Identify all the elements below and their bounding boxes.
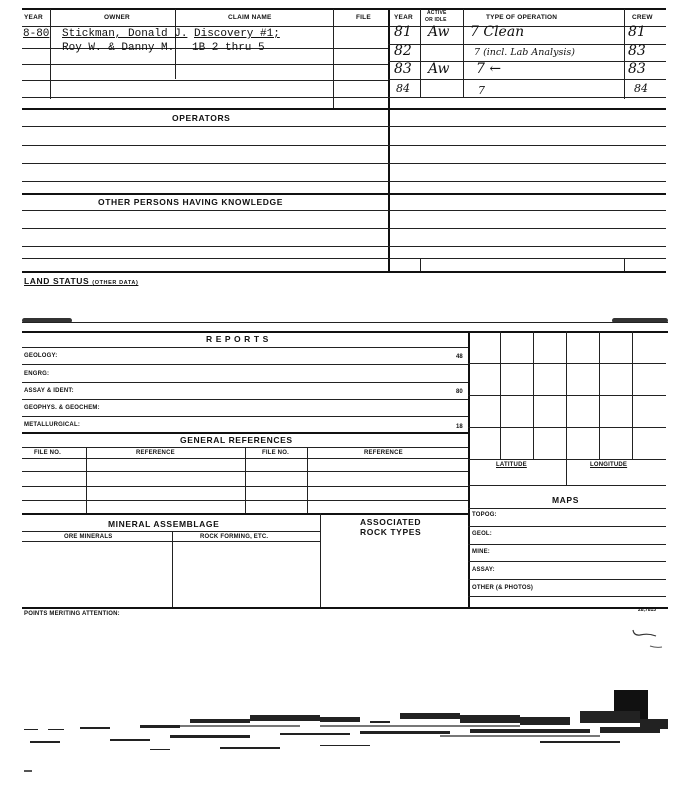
header-claim-name: CLAIM NAME xyxy=(228,14,272,21)
other-persons-row-line xyxy=(22,210,666,211)
grid-row xyxy=(468,427,666,428)
reports-heading-rule xyxy=(22,347,468,348)
map-item: TOPOG: xyxy=(472,512,497,518)
op-year: 82 xyxy=(394,43,412,59)
other-persons-heading: OTHER PERSONS HAVING KNOWLEDGE xyxy=(98,197,284,207)
op-year: 83 xyxy=(394,61,412,77)
report-row-line xyxy=(22,416,468,417)
op-type: 7 ← xyxy=(476,61,502,77)
ref-row-line xyxy=(22,486,468,487)
operators-row-line xyxy=(22,126,666,127)
header-year: YEAR xyxy=(24,14,43,21)
operators-row-line xyxy=(22,181,666,182)
mineral-col-divider xyxy=(320,513,321,607)
col-divider-year2 xyxy=(420,9,421,97)
op-type: 7 xyxy=(478,84,485,97)
header-type-of-operation: TYPE OF OPERATION xyxy=(486,14,558,21)
operators-row-line xyxy=(22,145,666,146)
latitude-label: LATITUDE xyxy=(496,462,527,468)
maps-heading: MAPS xyxy=(552,495,579,505)
ref-col-divider xyxy=(86,447,87,513)
op-row-line xyxy=(388,97,666,98)
col-divider-claim xyxy=(333,9,334,109)
report-number: 48 xyxy=(456,354,463,360)
report-label: ENGRG: xyxy=(24,371,50,377)
other-persons-row-line xyxy=(22,246,666,247)
latlong-bottom-rule xyxy=(468,485,666,486)
report-label: METALLURGICAL: xyxy=(24,422,81,428)
references-bottom-rule xyxy=(22,513,468,515)
op-row-line xyxy=(388,79,666,80)
op-status: Aw xyxy=(428,61,450,77)
op-year: 84 xyxy=(396,82,410,95)
operators-heading: OPERATORS xyxy=(172,113,231,123)
claim-line-2: 1B 2 thru 5 xyxy=(192,42,265,54)
small-divider xyxy=(624,258,625,271)
rock-types-label: ROCK TYPES xyxy=(360,527,422,537)
scan-speck xyxy=(24,770,32,772)
owner-entry-year: 8-80 xyxy=(23,28,50,40)
col-divider-crew xyxy=(624,9,625,99)
maps-row-line xyxy=(468,544,666,545)
latlong-divider xyxy=(566,459,567,485)
op-status: Aw xyxy=(428,24,450,40)
points-meriting-heading: POINTS MERITING ATTENTION: xyxy=(24,611,120,617)
rock-forming-header: ROCK FORMING, ETC. xyxy=(200,534,269,540)
longitude-label: LONGITUDE xyxy=(590,462,628,468)
header-file: FILE xyxy=(356,14,371,21)
col-divider-active xyxy=(463,9,464,97)
owner-row-line xyxy=(22,97,388,98)
land-status-bottom-rule xyxy=(22,322,668,323)
op-crew: 83 xyxy=(628,43,646,59)
grid-row xyxy=(468,395,666,396)
col-divider-owner xyxy=(175,9,176,79)
op-crew: 84 xyxy=(634,82,648,95)
ref-header-file-no: FILE NO. xyxy=(34,450,61,456)
map-item: OTHER (& PHOTOS) xyxy=(472,585,534,591)
top-rule xyxy=(22,8,666,10)
other-persons-row-line xyxy=(22,258,666,259)
mineral-assemblage-heading: MINERAL ASSEMBLAGE xyxy=(108,519,220,529)
grid-row xyxy=(468,459,666,460)
map-item: GEOL: xyxy=(472,531,492,537)
op-type: 7 Clean xyxy=(470,24,525,40)
other-persons-top-rule xyxy=(22,193,666,195)
col-divider-main xyxy=(388,9,390,271)
header-active: ACTIVE xyxy=(427,10,447,16)
ref-header-reference-2: REFERENCE xyxy=(364,450,403,456)
op-row-line xyxy=(388,44,666,45)
ref-header-reference: REFERENCE xyxy=(136,450,175,456)
land-status-label: LAND STATUS xyxy=(24,276,90,286)
other-persons-bottom-rule xyxy=(22,271,666,273)
owner-line-1: Stickman, Donald J. xyxy=(62,28,188,40)
report-row-line xyxy=(22,399,468,400)
ref-col-divider xyxy=(307,447,308,513)
owner-row-line xyxy=(22,64,388,65)
op-type: 7 (incl. Lab Analysis) xyxy=(474,47,575,58)
header-year-2: YEAR xyxy=(394,14,413,21)
report-row-line xyxy=(22,364,468,365)
mineral-heading-rule xyxy=(22,531,320,532)
ref-col-divider xyxy=(245,447,246,513)
maps-heading-rule xyxy=(468,508,666,509)
mineral-inner-divider xyxy=(172,531,173,607)
map-item: MINE: xyxy=(472,549,490,555)
owner-line-2: Roy W. & Danny M. xyxy=(62,42,175,54)
report-row-line xyxy=(22,382,468,383)
mineral-header-rule xyxy=(22,541,320,542)
report-number: 80 xyxy=(456,389,463,395)
scan-noise-band xyxy=(20,705,670,765)
ref-row-line xyxy=(22,500,468,501)
ore-minerals-header: ORE MINERALS xyxy=(64,534,113,540)
reports-right-divider xyxy=(468,331,470,608)
maps-row-line xyxy=(468,596,666,597)
maps-row-line xyxy=(468,579,666,580)
op-crew: 83 xyxy=(628,61,646,77)
op-crew: 81 xyxy=(628,24,646,40)
header-crew: CREW xyxy=(632,14,653,21)
owner-row-line xyxy=(22,80,388,81)
maps-row-line xyxy=(468,561,666,562)
mineral-bottom-rule xyxy=(22,607,668,609)
report-number: 18 xyxy=(456,424,463,430)
reports-heading: R E P O R T S xyxy=(206,334,269,344)
header-owner: OWNER xyxy=(104,14,130,21)
land-status-sublabel: (OTHER DATA) xyxy=(92,280,139,286)
maps-row-line xyxy=(468,526,666,527)
form-number: 28,7813 xyxy=(638,607,657,613)
grid-row xyxy=(468,363,666,364)
associated-label: ASSOCIATED xyxy=(360,517,422,527)
header-or-idle: OR IDLE xyxy=(425,17,447,23)
operators-top-rule xyxy=(22,108,666,110)
op-year: 81 xyxy=(394,24,412,40)
ref-header-file-no-2: FILE NO. xyxy=(262,450,289,456)
land-status-heading xyxy=(24,276,138,286)
reports-top-rule xyxy=(22,331,668,333)
report-label: ASSAY & IDENT: xyxy=(24,388,74,394)
scribble-mark xyxy=(630,622,670,662)
other-persons-row-line xyxy=(22,228,666,229)
map-item: ASSAY: xyxy=(472,567,495,573)
small-divider xyxy=(420,258,421,271)
ref-row-line xyxy=(22,471,468,472)
claim-line-1: Discovery #1; xyxy=(194,28,280,40)
header-bottom-rule xyxy=(22,26,666,27)
report-label: GEOPHYS. & GEOCHEM: xyxy=(24,405,100,411)
operators-row-line xyxy=(22,163,666,164)
report-label: GEOLOGY: xyxy=(24,353,58,359)
reports-bottom-rule xyxy=(22,432,468,434)
general-references-heading: GENERAL REFERENCES xyxy=(180,435,293,445)
col-divider-year xyxy=(50,9,51,99)
